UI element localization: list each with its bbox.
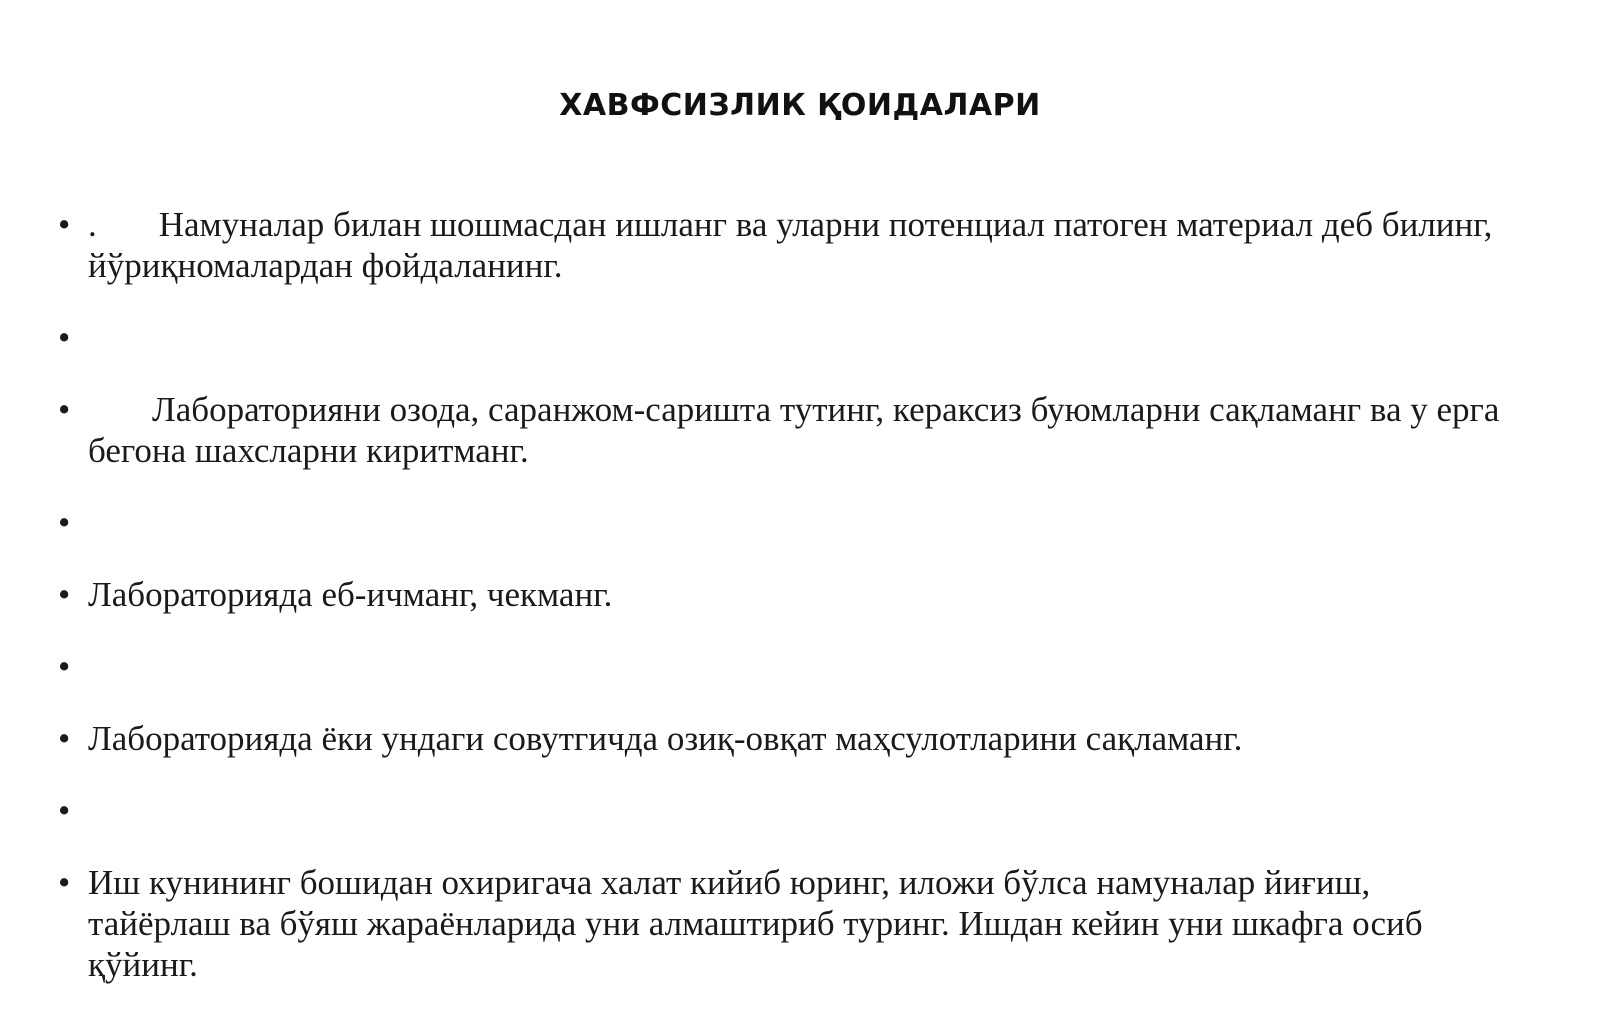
slide-title: ХАВФСИЗЛИК ҚОИДАЛАРИ: [559, 88, 1041, 123]
bullet-item-3: [58, 574, 1508, 615]
bullet-item-5: [58, 862, 1508, 985]
bullet-text-1: Намуналар билан шошмасдан ишланг ва уларни потенциал патоген материал деб билинг, йўриқномалардан фойдаланинг.: [88, 205, 1493, 285]
bullet-item-empty-4: [58, 790, 1508, 831]
bullet-item-empty-3: [58, 646, 1508, 687]
bullet-item-2: [58, 389, 1508, 471]
bullet-text-4: Лабораторияда ёки ундаги совутгичда озиқ-овқат маҳсулотларини сақламанг.: [88, 719, 1243, 758]
bullet-lead-dot: .: [88, 205, 97, 244]
bullet-text-2: Лабораторияни озода, саранжом-саришта тутинг, кераксиз буюмларни сақламанг ва у ерга бегона шахсларни киритманг.: [88, 390, 1500, 470]
bullet-item-empty-1: [58, 317, 1508, 358]
bullet-text-3: Лабораторияда еб-ичманг, чекманг.: [88, 575, 613, 614]
bullet-text-5: Иш кунининг бошидан охиригача халат кийиб юринг, иложи бўлса намуналар йиғиш, тайёрлаш ва бўяш жараёнларида уни алмаштириб туринг. Ишдан кейин уни шкафга осиб қўйинг.: [88, 863, 1423, 984]
bullet-item-empty-2: [58, 502, 1508, 543]
bullet-item-1: [58, 204, 1508, 286]
bullet-list: [58, 204, 1508, 1016]
bullet-item-4: [58, 718, 1508, 759]
